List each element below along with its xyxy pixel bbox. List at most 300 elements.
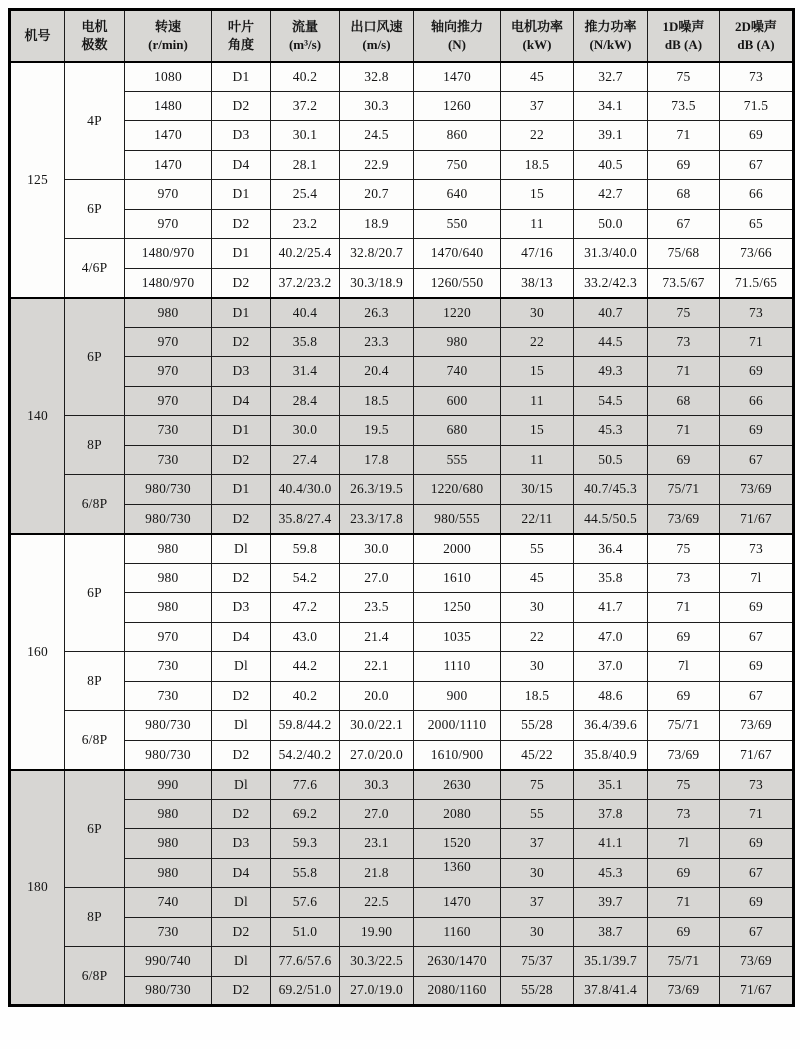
cell-noise-2d: 67 <box>720 445 794 475</box>
cell-noise-2d: 71 <box>720 799 794 829</box>
cell-speed: 1480 <box>125 91 212 121</box>
cell-thrust-power: 40.5 <box>574 150 648 180</box>
cell-outlet-velocity: 20.4 <box>340 357 414 387</box>
cell-flow: 37.2 <box>271 91 340 121</box>
cell-noise-2d: 71/67 <box>720 740 794 770</box>
cell-axial-thrust: 1110 <box>414 652 501 682</box>
cell-noise-1d: 73/69 <box>648 976 720 1006</box>
cell-noise-2d: 71/67 <box>720 504 794 534</box>
table-row <box>10 593 794 623</box>
cell-axial-thrust: 2630 <box>414 770 501 800</box>
cell-poles: 6P <box>65 770 125 888</box>
cell-motor-power: 30 <box>501 917 574 947</box>
cell-thrust-power: 35.8/40.9 <box>574 740 648 770</box>
cell-speed: 980 <box>125 593 212 623</box>
cell-motor-power: 30 <box>501 652 574 682</box>
cell-blade-angle: D4 <box>212 386 271 416</box>
cell-outlet-velocity: 22.5 <box>340 888 414 918</box>
cell-thrust-power: 39.7 <box>574 888 648 918</box>
cell-thrust-power: 32.7 <box>574 62 648 92</box>
cell-axial-thrust: 1610/900 <box>414 740 501 770</box>
cell-thrust-power: 48.6 <box>574 681 648 711</box>
cell-speed: 970 <box>125 357 212 387</box>
cell-blade-angle: D2 <box>212 740 271 770</box>
cell-outlet-velocity: 23.3/17.8 <box>340 504 414 534</box>
table-row <box>10 799 794 829</box>
header-line2: (m³/s) <box>288 36 322 52</box>
cell-flow: 69.2 <box>271 799 340 829</box>
header-line2: (r/min) <box>148 36 188 52</box>
cell-machine-no: 160 <box>10 534 65 770</box>
cell-axial-thrust: 1035 <box>414 622 501 652</box>
header-line2: 角度 <box>227 36 254 52</box>
cell-thrust-power: 35.1 <box>574 770 648 800</box>
cell-noise-2d: 73 <box>720 298 794 328</box>
cell-noise-2d: 69 <box>720 888 794 918</box>
table-row <box>10 298 794 328</box>
cell-thrust-power: 37.8/41.4 <box>574 976 648 1006</box>
cell-flow: 40.2/25.4 <box>271 239 340 269</box>
cell-outlet-velocity: 26.3/19.5 <box>340 475 414 505</box>
cell-speed: 980 <box>125 799 212 829</box>
cell-noise-1d: 75/71 <box>648 711 720 741</box>
cell-outlet-velocity: 32.8/20.7 <box>340 239 414 269</box>
cell-noise-2d: 73 <box>720 62 794 92</box>
cell-axial-thrust: 2080/1160 <box>414 976 501 1006</box>
header-line1: 叶片 <box>227 18 254 34</box>
cell-axial-thrust: 2080 <box>414 799 501 829</box>
header-row <box>10 10 794 62</box>
cell-flow: 55.8 <box>271 858 340 888</box>
cell-noise-1d: 75/68 <box>648 239 720 269</box>
cell-flow: 30.1 <box>271 121 340 151</box>
cell-speed: 980/730 <box>125 711 212 741</box>
cell-outlet-velocity: 30.3/18.9 <box>340 268 414 298</box>
cell-speed: 730 <box>125 917 212 947</box>
cell-thrust-power: 36.4/39.6 <box>574 711 648 741</box>
cell-blade-angle: D2 <box>212 91 271 121</box>
cell-outlet-velocity: 18.9 <box>340 209 414 239</box>
cell-thrust-power: 50.0 <box>574 209 648 239</box>
cell-outlet-velocity: 22.1 <box>340 652 414 682</box>
header-line1: 机号 <box>24 27 51 43</box>
cell-blade-angle: D2 <box>212 268 271 298</box>
cell-poles: 6/8P <box>65 947 125 1006</box>
table-row <box>10 917 794 947</box>
cell-speed: 1480/970 <box>125 239 212 269</box>
cell-blade-angle: D1 <box>212 298 271 328</box>
table-row <box>10 622 794 652</box>
table-row <box>10 740 794 770</box>
cell-flow: 57.6 <box>271 888 340 918</box>
table-row <box>10 534 794 564</box>
cell-motor-power: 30 <box>501 593 574 623</box>
cell-outlet-velocity: 30.0/22.1 <box>340 711 414 741</box>
cell-outlet-velocity: 30.3/22.5 <box>340 947 414 977</box>
cell-axial-thrust: 980 <box>414 327 501 357</box>
cell-motor-power: 55 <box>501 799 574 829</box>
cell-speed: 970 <box>125 180 212 210</box>
cell-motor-power: 75/37 <box>501 947 574 977</box>
cell-noise-2d: 7l <box>720 563 794 593</box>
cell-thrust-power: 37.0 <box>574 652 648 682</box>
cell-speed: 1480/970 <box>125 268 212 298</box>
cell-axial-thrust: 2000 <box>414 534 501 564</box>
cell-thrust-power: 54.5 <box>574 386 648 416</box>
cell-speed: 730 <box>125 681 212 711</box>
cell-thrust-power: 50.5 <box>574 445 648 475</box>
cell-blade-angle: D1 <box>212 239 271 269</box>
cell-noise-2d: 73/66 <box>720 239 794 269</box>
cell-motor-power: 11 <box>501 386 574 416</box>
table-row <box>10 150 794 180</box>
cell-poles: 6P <box>65 534 125 652</box>
table-row <box>10 976 794 1006</box>
cell-outlet-velocity: 21.8 <box>340 858 414 888</box>
cell-noise-2d: 69 <box>720 357 794 387</box>
table-row <box>10 327 794 357</box>
cell-noise-1d: 75/71 <box>648 475 720 505</box>
cell-noise-2d: 67 <box>720 622 794 652</box>
cell-thrust-power: 42.7 <box>574 180 648 210</box>
cell-noise-1d: 71 <box>648 357 720 387</box>
table-row <box>10 445 794 475</box>
cell-poles: 4/6P <box>65 239 125 298</box>
cell-thrust-power: 37.8 <box>574 799 648 829</box>
fan-spec-table <box>8 8 795 1007</box>
col-header-flow <box>271 10 340 62</box>
cell-outlet-velocity: 26.3 <box>340 298 414 328</box>
col-header-thrust-power <box>574 10 648 62</box>
cell-motor-power: 15 <box>501 416 574 446</box>
cell-motor-power: 18.5 <box>501 150 574 180</box>
cell-flow: 54.2 <box>271 563 340 593</box>
cell-motor-power: 75 <box>501 770 574 800</box>
cell-thrust-power: 44.5/50.5 <box>574 504 648 534</box>
cell-noise-2d: 69 <box>720 121 794 151</box>
cell-flow: 51.0 <box>271 917 340 947</box>
cell-noise-1d: 75 <box>648 298 720 328</box>
cell-speed: 980/730 <box>125 475 212 505</box>
cell-axial-thrust: 860 <box>414 121 501 151</box>
cell-blade-angle: D4 <box>212 622 271 652</box>
cell-outlet-velocity: 23.1 <box>340 829 414 859</box>
cell-noise-1d: 68 <box>648 386 720 416</box>
cell-speed: 1470 <box>125 150 212 180</box>
cell-flow: 30.0 <box>271 416 340 446</box>
cell-noise-2d: 69 <box>720 829 794 859</box>
header-line2: (kW) <box>522 36 552 52</box>
cell-noise-2d: 67 <box>720 150 794 180</box>
header-line1: 1D噪声 <box>662 18 705 34</box>
cell-flow: 37.2/23.2 <box>271 268 340 298</box>
header-line2: 极数 <box>81 36 108 52</box>
cell-noise-2d: 71.5 <box>720 91 794 121</box>
cell-flow: 77.6/57.6 <box>271 947 340 977</box>
cell-motor-power: 37 <box>501 888 574 918</box>
col-header-speed <box>125 10 212 62</box>
cell-axial-thrust: 1520 <box>414 829 501 859</box>
cell-noise-2d: 66 <box>720 180 794 210</box>
cell-noise-2d: 73/69 <box>720 475 794 505</box>
cell-axial-thrust: 1470/640 <box>414 239 501 269</box>
cell-flow: 23.2 <box>271 209 340 239</box>
cell-noise-1d: 69 <box>648 858 720 888</box>
cell-speed: 730 <box>125 445 212 475</box>
cell-thrust-power: 35.8 <box>574 563 648 593</box>
cell-axial-thrust: 740 <box>414 357 501 387</box>
cell-noise-2d: 67 <box>720 681 794 711</box>
cell-outlet-velocity: 19.5 <box>340 416 414 446</box>
cell-speed: 1470 <box>125 121 212 151</box>
cell-blade-angle: D3 <box>212 357 271 387</box>
col-header-outlet-velocity <box>340 10 414 62</box>
cell-blade-angle: D2 <box>212 327 271 357</box>
cell-blade-angle: D1 <box>212 62 271 92</box>
cell-flow: 59.3 <box>271 829 340 859</box>
table-row <box>10 563 794 593</box>
cell-motor-power: 30 <box>501 298 574 328</box>
table-row <box>10 770 794 800</box>
cell-outlet-velocity: 23.5 <box>340 593 414 623</box>
cell-motor-power: 37 <box>501 91 574 121</box>
cell-noise-1d: 73.5/67 <box>648 268 720 298</box>
cell-flow: 35.8/27.4 <box>271 504 340 534</box>
cell-flow: 27.4 <box>271 445 340 475</box>
cell-speed: 980/730 <box>125 740 212 770</box>
cell-speed: 730 <box>125 416 212 446</box>
cell-noise-2d: 73 <box>720 534 794 564</box>
cell-blade-angle: Dl <box>212 888 271 918</box>
cell-noise-1d: 75 <box>648 62 720 92</box>
col-header-blade-angle <box>212 10 271 62</box>
table-row <box>10 268 794 298</box>
cell-blade-angle: D2 <box>212 799 271 829</box>
cell-noise-2d: 73/69 <box>720 711 794 741</box>
cell-axial-thrust: 1220 <box>414 298 501 328</box>
table-row <box>10 121 794 151</box>
cell-motor-power: 11 <box>501 445 574 475</box>
table-row <box>10 947 794 977</box>
cell-blade-angle: D2 <box>212 563 271 593</box>
cell-motor-power: 15 <box>501 357 574 387</box>
cell-poles: 6P <box>65 180 125 239</box>
cell-flow: 35.8 <box>271 327 340 357</box>
cell-flow: 28.1 <box>271 150 340 180</box>
cell-flow: 40.2 <box>271 681 340 711</box>
cell-blade-angle: D2 <box>212 917 271 947</box>
cell-thrust-power: 38.7 <box>574 917 648 947</box>
cell-machine-no: 125 <box>10 62 65 298</box>
cell-flow: 59.8/44.2 <box>271 711 340 741</box>
cell-thrust-power: 40.7/45.3 <box>574 475 648 505</box>
cell-thrust-power: 40.7 <box>574 298 648 328</box>
cell-thrust-power: 44.5 <box>574 327 648 357</box>
cell-noise-1d: 75/71 <box>648 947 720 977</box>
cell-thrust-power: 34.1 <box>574 91 648 121</box>
cell-motor-power: 45 <box>501 62 574 92</box>
cell-outlet-velocity: 30.0 <box>340 534 414 564</box>
cell-flow: 54.2/40.2 <box>271 740 340 770</box>
cell-axial-thrust: 600 <box>414 386 501 416</box>
table-row <box>10 357 794 387</box>
cell-motor-power: 38/13 <box>501 268 574 298</box>
cell-noise-1d: 71 <box>648 593 720 623</box>
cell-noise-1d: 73/69 <box>648 504 720 534</box>
cell-speed: 1080 <box>125 62 212 92</box>
cell-speed: 970 <box>125 622 212 652</box>
cell-motor-power: 18.5 <box>501 681 574 711</box>
cell-speed: 980 <box>125 858 212 888</box>
cell-speed: 990/740 <box>125 947 212 977</box>
cell-speed: 970 <box>125 209 212 239</box>
cell-noise-1d: 67 <box>648 209 720 239</box>
table-row <box>10 416 794 446</box>
cell-thrust-power: 45.3 <box>574 858 648 888</box>
cell-axial-thrust: 900 <box>414 681 501 711</box>
cell-poles: 8P <box>65 652 125 711</box>
cell-noise-1d: 75 <box>648 770 720 800</box>
col-header-poles <box>65 10 125 62</box>
table-row <box>10 386 794 416</box>
cell-noise-1d: 69 <box>648 445 720 475</box>
table-row <box>10 180 794 210</box>
header-line1: 2D噪声 <box>735 18 777 34</box>
cell-speed: 990 <box>125 770 212 800</box>
cell-flow: 31.4 <box>271 357 340 387</box>
col-header-machine-no <box>10 10 65 62</box>
cell-axial-thrust: 1470 <box>414 62 501 92</box>
cell-axial-thrust: 550 <box>414 209 501 239</box>
cell-noise-2d: 71.5/65 <box>720 268 794 298</box>
header-line1: 推力功率 <box>584 18 637 34</box>
cell-axial-thrust: 2000/1110 <box>414 711 501 741</box>
header-line2: (m/s) <box>362 36 391 52</box>
cell-motor-power: 30/15 <box>501 475 574 505</box>
cell-speed: 980/730 <box>125 504 212 534</box>
cell-blade-angle: D2 <box>212 445 271 475</box>
cell-outlet-velocity: 24.5 <box>340 121 414 151</box>
cell-thrust-power: 41.7 <box>574 593 648 623</box>
cell-axial-thrust: 2630/1470 <box>414 947 501 977</box>
cell-speed: 980 <box>125 829 212 859</box>
header-line1: 电机功率 <box>510 18 563 34</box>
cell-poles: 8P <box>65 416 125 475</box>
cell-blade-angle: Dl <box>212 947 271 977</box>
table-row <box>10 91 794 121</box>
cell-thrust-power: 35.1/39.7 <box>574 947 648 977</box>
cell-poles: 8P <box>65 888 125 947</box>
cell-motor-power: 22/11 <box>501 504 574 534</box>
cell-axial-thrust: 1220/680 <box>414 475 501 505</box>
cell-motor-power: 22 <box>501 327 574 357</box>
cell-blade-angle: D3 <box>212 121 271 151</box>
cell-blade-angle: D3 <box>212 593 271 623</box>
cell-axial-thrust: 980/555 <box>414 504 501 534</box>
cell-blade-angle: D4 <box>212 858 271 888</box>
cell-noise-1d: 75 <box>648 534 720 564</box>
cell-speed: 980/730 <box>125 976 212 1006</box>
cell-noise-2d: 67 <box>720 858 794 888</box>
cell-motor-power: 45 <box>501 563 574 593</box>
cell-flow: 25.4 <box>271 180 340 210</box>
table-row <box>10 829 794 859</box>
header-line1: 流量 <box>291 18 318 34</box>
cell-outlet-velocity: 27.0/19.0 <box>340 976 414 1006</box>
cell-noise-1d: 73.5 <box>648 91 720 121</box>
cell-blade-angle: Dl <box>212 534 271 564</box>
cell-axial-thrust: 640 <box>414 180 501 210</box>
cell-axial-thrust: 680 <box>414 416 501 446</box>
cell-noise-2d: 67 <box>720 917 794 947</box>
cell-noise-2d: 73/69 <box>720 947 794 977</box>
cell-axial-thrust: 1260 <box>414 91 501 121</box>
cell-thrust-power: 36.4 <box>574 534 648 564</box>
cell-motor-power: 55/28 <box>501 711 574 741</box>
cell-speed: 970 <box>125 327 212 357</box>
cell-outlet-velocity: 32.8 <box>340 62 414 92</box>
cell-thrust-power: 45.3 <box>574 416 648 446</box>
cell-axial-thrust: 750 <box>414 150 501 180</box>
cell-poles: 6/8P <box>65 711 125 770</box>
cell-flow: 44.2 <box>271 652 340 682</box>
cell-blade-angle: D1 <box>212 416 271 446</box>
cell-thrust-power: 31.3/40.0 <box>574 239 648 269</box>
cell-outlet-velocity: 27.0 <box>340 799 414 829</box>
cell-outlet-velocity: 20.7 <box>340 180 414 210</box>
header-line2: (N) <box>447 36 467 52</box>
cell-outlet-velocity: 30.3 <box>340 91 414 121</box>
cell-outlet-velocity: 22.9 <box>340 150 414 180</box>
cell-blade-angle: Dl <box>212 652 271 682</box>
cell-blade-angle: D2 <box>212 504 271 534</box>
table-row <box>10 858 794 888</box>
cell-noise-2d: 65 <box>720 209 794 239</box>
cell-flow: 40.4/30.0 <box>271 475 340 505</box>
cell-flow: 47.2 <box>271 593 340 623</box>
cell-thrust-power: 33.2/42.3 <box>574 268 648 298</box>
col-header-motor-power <box>501 10 574 62</box>
table-row <box>10 652 794 682</box>
cell-motor-power: 22 <box>501 622 574 652</box>
cell-outlet-velocity: 30.3 <box>340 770 414 800</box>
cell-thrust-power: 41.1 <box>574 829 648 859</box>
cell-speed: 740 <box>125 888 212 918</box>
cell-motor-power: 45/22 <box>501 740 574 770</box>
cell-noise-2d: 69 <box>720 652 794 682</box>
cell-noise-1d: 73 <box>648 563 720 593</box>
cell-noise-2d: 71/67 <box>720 976 794 1006</box>
cell-flow: 59.8 <box>271 534 340 564</box>
cell-flow: 40.4 <box>271 298 340 328</box>
cell-motor-power: 15 <box>501 180 574 210</box>
cell-motor-power: 22 <box>501 121 574 151</box>
header-line2: dB (A) <box>664 36 703 52</box>
cell-flow: 77.6 <box>271 770 340 800</box>
cell-noise-1d: 73 <box>648 327 720 357</box>
cell-noise-1d: 7l <box>648 652 720 682</box>
cell-blade-angle: D2 <box>212 976 271 1006</box>
cell-speed: 970 <box>125 386 212 416</box>
cell-axial-thrust: 1160 <box>414 917 501 947</box>
cell-blade-angle: D4 <box>212 150 271 180</box>
cell-motor-power: 37 <box>501 829 574 859</box>
table-row <box>10 475 794 505</box>
cell-blade-angle: Dl <box>212 770 271 800</box>
cell-thrust-power: 47.0 <box>574 622 648 652</box>
cell-noise-1d: 69 <box>648 917 720 947</box>
cell-noise-1d: 69 <box>648 622 720 652</box>
